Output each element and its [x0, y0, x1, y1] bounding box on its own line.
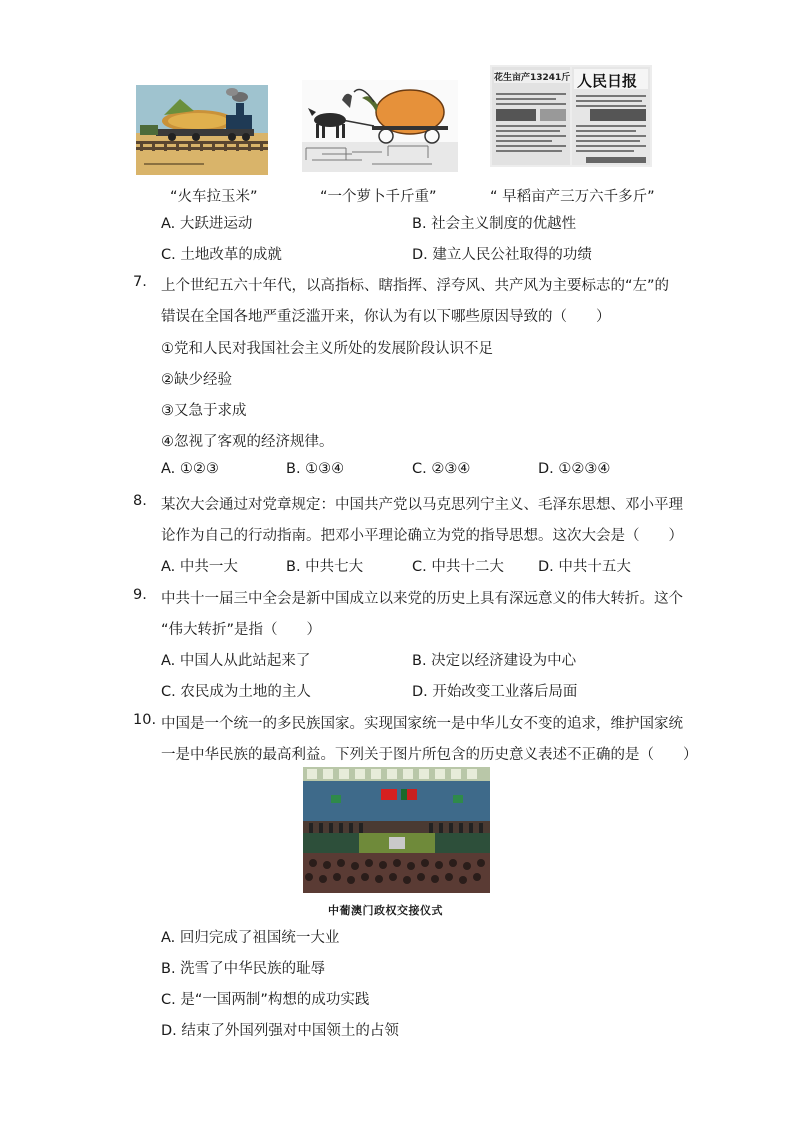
q8-number: 8. [133, 493, 147, 509]
q9-option-b[interactable]: B. 决定以经济建设为中心 [412, 653, 577, 669]
q10-option-c[interactable]: C. 是“一国两制”构想的成功实践 [161, 992, 370, 1008]
q8-stem-line1: 某次大会通过对党章规定：中国共产党以马克思列宁主义、毛泽东思想、邓小平理 [161, 497, 683, 513]
q7-stem-line2: 错误在全国各地严重泛滥开来，你认为有以下哪些原因导致的（ ） [161, 309, 611, 325]
q10-option-a[interactable]: A. 回归完成了祖国统一大业 [161, 930, 340, 946]
q9-option-d[interactable]: D. 开始改变工业落后局面 [412, 684, 578, 700]
q7-number: 7. [133, 274, 147, 290]
corn-train-image [136, 85, 268, 175]
q6-option-d[interactable]: D. 建立人民公社取得的功绩 [412, 247, 592, 263]
q10-option-b[interactable]: B. 洗雪了中华民族的耻辱 [161, 961, 326, 977]
newspaper-subheadline: 花生亩产13241斤 [494, 70, 570, 83]
newspaper-masthead: 人民日报 [577, 72, 638, 90]
q9-number: 9. [133, 587, 147, 603]
q7-item-2: ②缺少经验 [161, 372, 232, 388]
q6-option-c[interactable]: C. 土地改革的成就 [161, 247, 282, 263]
q8-option-c[interactable]: C. 中共十二大 [412, 559, 504, 575]
q7-option-c[interactable]: C. ②③④ [412, 461, 471, 477]
q10-option-d[interactable]: D. 结束了外国列强对中国领土的占领 [161, 1023, 399, 1039]
image-caption-radish: “一个萝卜千斤重” [320, 189, 437, 205]
q10-stem-line2: 一是中华民族的最高利益。下列关于图片所包含的历史意义表述不正确的是（ ） [161, 747, 698, 763]
q8-option-d[interactable]: D. 中共十五大 [538, 559, 631, 575]
giant-radish-image [302, 80, 458, 172]
q9-option-a[interactable]: A. 中国人从此站起来了 [161, 653, 311, 669]
image-caption-rice-yield: “ 早稻亩产三万六千多斤” [490, 189, 655, 205]
q8-option-a[interactable]: A. 中共一大 [161, 559, 238, 575]
q7-option-a[interactable]: A. ①②③ [161, 461, 219, 477]
newspaper-image [490, 65, 652, 167]
q6-option-a[interactable]: A. 大跃进运动 [161, 216, 253, 232]
q7-item-4: ④忽视了客观的经济规律。 [161, 434, 334, 450]
macau-image-caption: 中葡澳门政权交接仪式 [328, 904, 443, 917]
macau-ceremony-image [303, 767, 490, 893]
q9-stem-line1: 中共十一届三中全会是新中国成立以来党的历史上具有深远意义的伟大转折。这个 [161, 591, 683, 607]
image-caption-corn-train: “火车拉玉米” [170, 189, 258, 205]
q9-option-c[interactable]: C. 农民成为土地的主人 [161, 684, 311, 700]
q6-option-b[interactable]: B. 社会主义制度的优越性 [412, 216, 577, 232]
q7-item-3: ③又急于求成 [161, 403, 247, 419]
q7-stem-line1: 上个世纪五六十年代，以高指标、瞎指挥、浮夸风、共产风为主要标志的“左”的 [161, 278, 670, 294]
q8-stem-line2: 论作为自己的行动指南。把邓小平理论确立为党的指导思想。这次大会是（ ） [161, 528, 683, 544]
q9-stem-line2: “伟大转折”是指（ ） [161, 622, 322, 638]
q7-option-b[interactable]: B. ①③④ [286, 461, 345, 477]
q10-stem-line1: 中国是一个统一的多民族国家。实现国家统一是中华儿女不变的追求，维护国家统 [161, 716, 683, 732]
q10-number: 10. [133, 712, 157, 728]
q7-option-d[interactable]: D. ①②③④ [538, 461, 611, 477]
q8-option-b[interactable]: B. 中共七大 [286, 559, 364, 575]
q7-item-1: ①党和人民对我国社会主义所处的发展阶段认识不足 [161, 341, 493, 357]
